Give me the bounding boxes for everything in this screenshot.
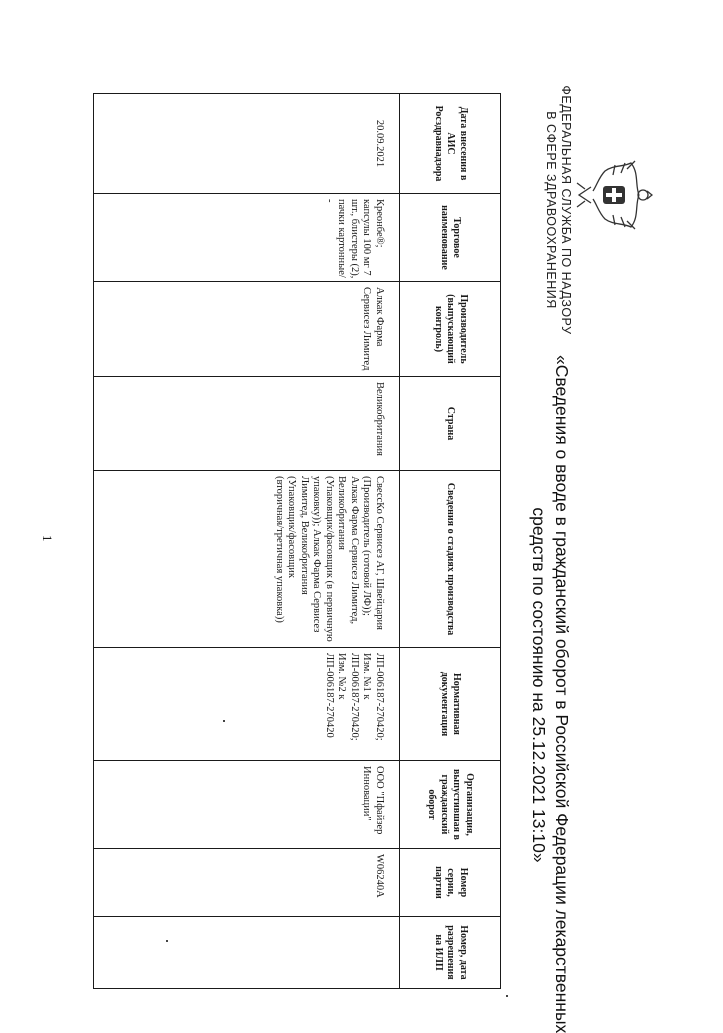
header-batch: Номер серии, партии bbox=[400, 849, 501, 917]
document-title bbox=[527, 355, 573, 1033]
cell-trade-name: Креонбе®; капсулы 100 мг 7 шт., блистеры (2), пачки картонные/ - bbox=[94, 194, 400, 282]
registry-table-container bbox=[93, 93, 501, 988]
header-date: Дата внесения в АИС Росздравнадзора bbox=[400, 94, 501, 194]
page-number: 1 bbox=[40, 535, 55, 542]
header-other-producers: Сведения о стадиях производства bbox=[400, 471, 501, 648]
cell-permit bbox=[94, 917, 400, 989]
double-headed-eagle-emblem-icon bbox=[573, 155, 653, 235]
agency-line-2: В СФЕРЕ ЗДРАВООХРАНЕНИЯ bbox=[544, 111, 558, 309]
scan-mark bbox=[506, 995, 508, 997]
agency-line-1: ФЕДЕРАЛЬНАЯ СЛУЖБА ПО НАДЗОРУ bbox=[559, 85, 573, 335]
header-country: Страна bbox=[400, 377, 501, 471]
registry-table bbox=[93, 93, 501, 989]
cell-other-producers: СвессКо Сервисез АГ, Швейцария (Производитель (готовой ЛФ)); Алкак Фарма Сервисез Лимитед, Великобритания (Упаковщик/фасовщик (в первичную упаковку)); Алкак Фарма Сервисез Лимитед, Великобритания (Упаковщик/фасовщик (вторичная/третичная упаковка)) bbox=[94, 471, 400, 648]
cell-organization: ООО "Пфайзер Инновации" bbox=[94, 761, 400, 849]
cell-date: 20.09.2021 bbox=[94, 94, 400, 194]
cell-manufacturer: Алкак Фарма Сервисез Лимитед bbox=[94, 282, 400, 377]
title-line-2: средств по состоянию на 25.12.2021 13:10» bbox=[529, 507, 549, 863]
cell-batch: W06240A bbox=[94, 849, 400, 917]
header-permit: Номер, дата разрешения на ИЛП bbox=[400, 917, 501, 989]
cell-country: Великобритания bbox=[94, 377, 400, 471]
scan-mark bbox=[166, 940, 168, 942]
header-manufacturer: Производитель (выпускающий контроль) bbox=[400, 282, 501, 377]
header-normative-doc: Нормативная документация bbox=[400, 648, 501, 761]
title-line-1: «Сведения о вводе в гражданский оборот в Российской Федерации лекарственных bbox=[552, 355, 572, 1033]
table-row bbox=[94, 94, 400, 989]
header-organization: Организация, выпустившая в гражданский оборот bbox=[400, 761, 501, 849]
cell-normative-doc: ЛП-006187-270420; Изм. №1 к ЛП-006187-270420; Изм. №2 к ЛП-006187-270420 bbox=[94, 648, 400, 761]
agency-name bbox=[543, 80, 573, 340]
header-trade-name: Торговое наименование bbox=[400, 194, 501, 282]
scan-mark bbox=[223, 720, 225, 722]
table-header-row bbox=[400, 94, 501, 989]
